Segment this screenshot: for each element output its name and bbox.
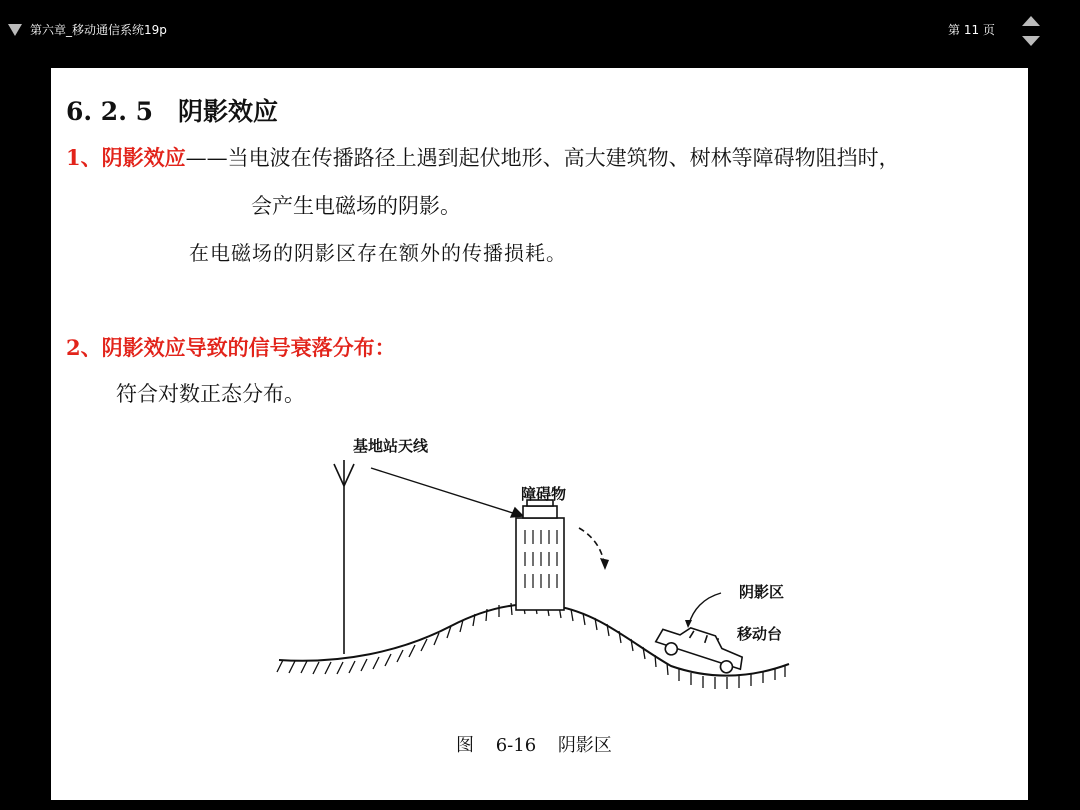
point-2-text: 符合对数正态分布。 <box>116 382 305 406</box>
shadow-region-figure <box>271 428 801 798</box>
top-bar <box>0 0 1080 60</box>
slide-content <box>51 68 1028 800</box>
antenna-label: 基地站天线 <box>353 437 429 455</box>
point-1-note: 在电磁场的阴影区存在额外的传播损耗。 <box>189 241 567 265</box>
arrow-down-icon <box>1022 36 1040 46</box>
obstacle-label: 障碍物 <box>521 485 567 503</box>
point-1-continuation: 会产生电磁场的阴影。 <box>251 194 461 218</box>
point-1-text: ——当电波在传播路径上遇到起伏地形、高大建筑物、树林等障碍物阻挡时， <box>185 146 900 170</box>
point-1 <box>66 142 900 172</box>
base-station-antenna <box>334 460 354 654</box>
point-2-label: 2、阴影效应导致的信号衰落分布： <box>66 335 396 360</box>
shadow-region-label: 阴影区 <box>739 583 785 601</box>
point-1-label: 1、阴影效应 <box>66 145 186 170</box>
mobile-station-label: 移动台 <box>737 625 783 643</box>
previous-page-button[interactable] <box>1020 14 1042 28</box>
shadow-region-pointer <box>685 593 721 628</box>
menu-dropdown-button[interactable] <box>8 21 30 39</box>
page-number: 第 11 页 <box>948 23 995 37</box>
diffraction-arrow <box>579 528 609 570</box>
shadow-diagram <box>271 428 801 718</box>
next-page-button[interactable] <box>1020 34 1042 48</box>
figure-caption: 图 6-16 阴影区 <box>456 735 612 756</box>
arrow-up-icon <box>1022 16 1040 26</box>
document-title: 第六章_移动通信系统19p <box>30 23 167 37</box>
signal-arrow <box>371 468 523 517</box>
triangle-down-icon <box>8 24 22 36</box>
section-heading: 6. 2. 5 阴影效应 <box>66 97 278 126</box>
